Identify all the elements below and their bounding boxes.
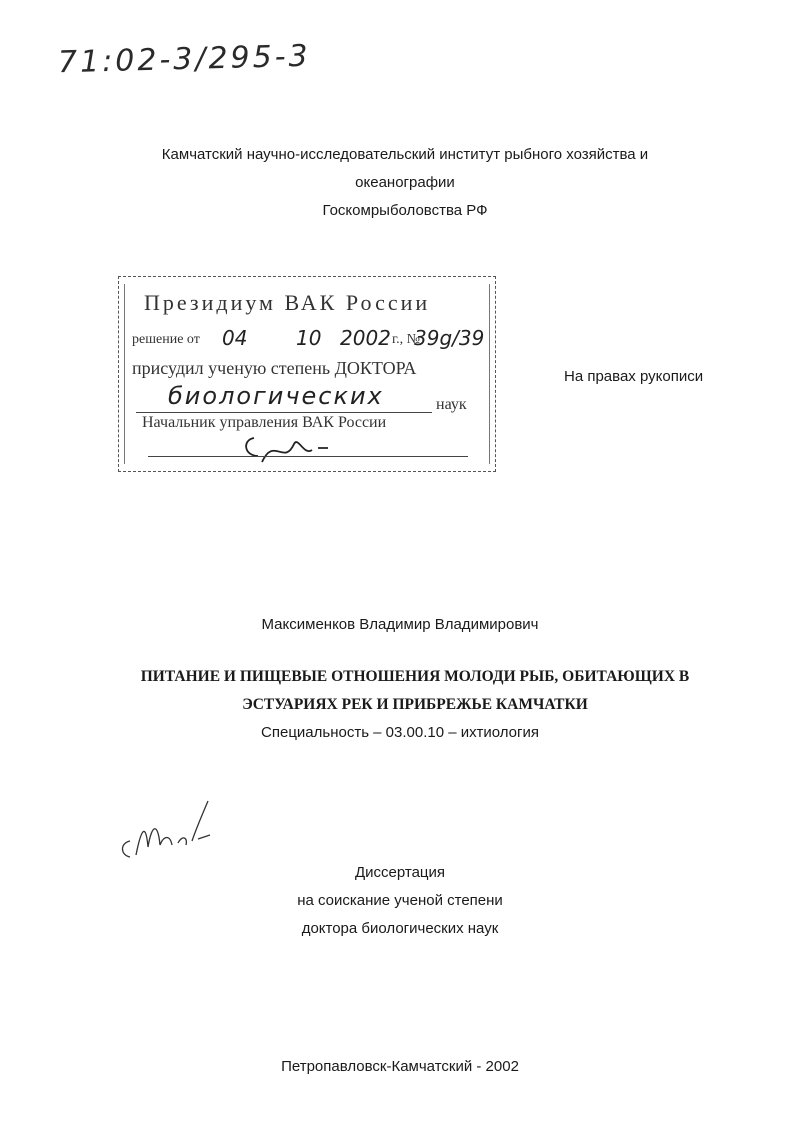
stamp-decision-month: 10 (296, 326, 322, 350)
stamp-decision-day: 04 (222, 326, 248, 350)
rights-note: На правах рукописи (564, 368, 704, 385)
institution-line-1: Камчатский научно-исследовательский институт рыбного хозяйства и (161, 146, 649, 163)
thesis-title-line-1: ПИТАНИЕ И ПИЩЕВЫЕ ОТНОШЕНИЯ МОЛОДИ РЫБ, ОБИТАЮЩИХ В (140, 668, 690, 685)
institution-line-2: океанографии (355, 174, 455, 191)
stamp-decision-prefix: решение от (132, 332, 200, 347)
stamp-decision-number: 39g/39 (414, 326, 485, 350)
footer-place-year: Петропавловск-Камчатский - 2002 (281, 1058, 519, 1075)
dissertation-line-1: Диссертация (354, 864, 446, 881)
dissertation-line-3: доктора биологических наук (301, 920, 499, 937)
specialty: Специальность – 03.00.10 – ихтиология (261, 724, 539, 741)
stamp-decision-suffix: г., № (392, 332, 421, 347)
signature-icon (214, 426, 374, 470)
stamp-head-text: Начальник управления ВАК России (142, 414, 387, 431)
stamp-field-underline (136, 412, 432, 413)
stamp-decision-year: 2002 (340, 326, 391, 350)
archive-code: 71:02-3/295-3 (57, 38, 312, 81)
stamp-title: Президиум ВАК России (144, 290, 431, 315)
stamp-field-handwritten: биологических (168, 382, 384, 410)
stamp-award-text: присудил ученую степень ДОКТОРА (132, 358, 417, 378)
author-name: Максименков Владимир Владимирович (261, 616, 539, 633)
stamp-field-suffix: наук (436, 396, 467, 413)
stamp-signature-underline (148, 456, 468, 457)
handwritten-mark-icon (112, 795, 222, 875)
thesis-title-line-2: ЭСТУАРИЯХ РЕК И ПРИБРЕЖЬЕ КАМЧАТКИ (242, 696, 588, 713)
institution-line-3: Госкомрыболовства РФ (322, 202, 488, 219)
vak-stamp (118, 276, 496, 472)
dissertation-line-2: на соискание ученой степени (297, 892, 503, 909)
